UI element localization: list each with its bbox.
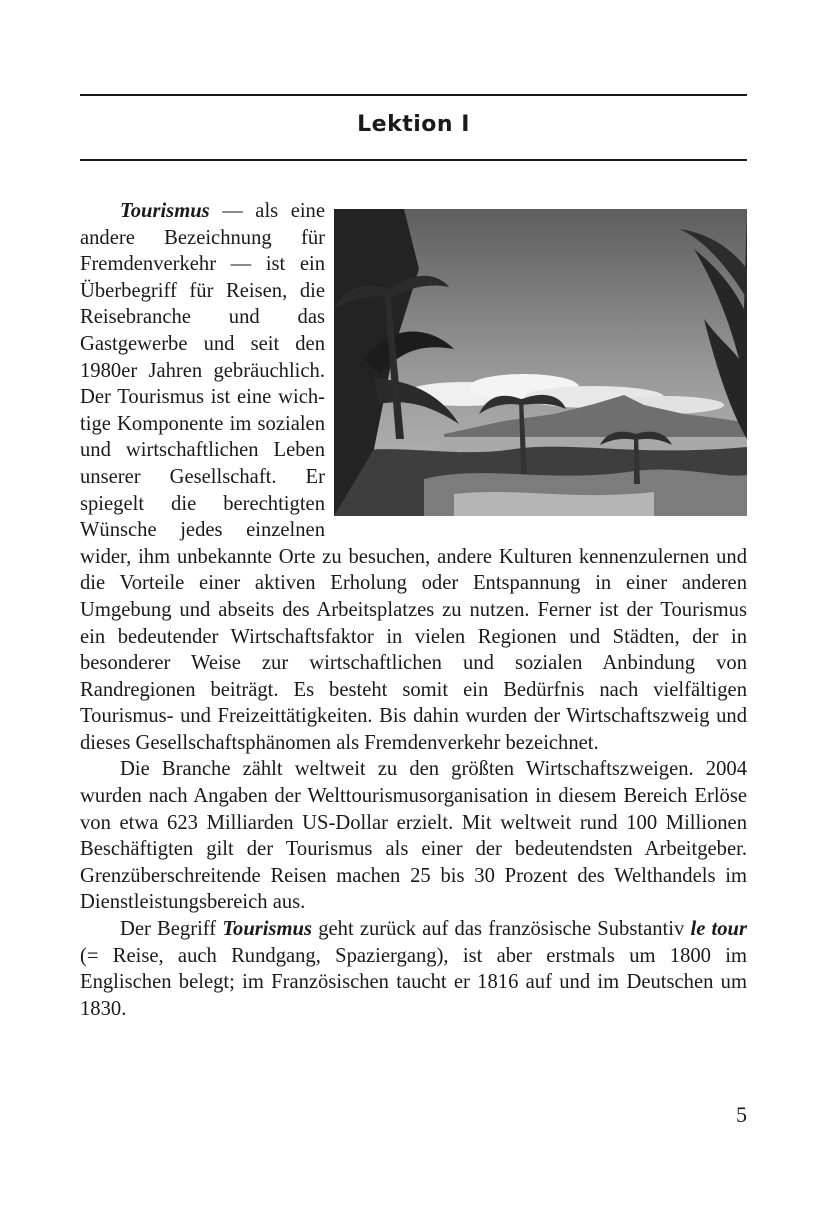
term-tourismus-2: Tourismus (222, 918, 313, 941)
body-text (80, 198, 747, 1022)
paragraph-3-part-c: (= Reise, auch Rundgang, Spaziergang), ist aber erstmals um 1800 im Englischen belegt; im Französischen taucht er 1816 auf und im Deutschen um 1830. (80, 944, 747, 1020)
page-title: Lektion I (357, 112, 470, 137)
term-tourismus: Tourismus (120, 200, 210, 222)
figure-spacer (325, 198, 747, 541)
header-rule-bottom (80, 159, 747, 161)
paragraph-3-part-a: Der Begriff (120, 918, 223, 941)
header-rule-top (80, 94, 747, 96)
page-number: 5 (736, 1102, 747, 1127)
paragraph-3-part-b: geht zurück auf das französische Substantiv (312, 918, 691, 941)
paragraph-1-text: — als eine andere Bezeichnung für Fremdenverkehr — ist ein Überbegriff für Reisen, die Reisebranche und das Gastgewerbe und seit den 1980er Jahren gebräuchlich. Der Tourismus ist eine wichtige Komponente im sozialen und wirtschaftlichen Leben unserer Gesellschaft. Er spiegelt die berechtigten Wünsche jedes einzelnen wider, ihm unbekannte Orte zu besuchen, andere Kulturen kennenzulernen und die Vorteile einer aktiven Erholung oder Entspannung in einer anderen Umgebung und abseits des Arbeitsplatzes zu nutzen. Ferner ist der Tourismus ein bedeutender Wirtschaftsfaktor in vielen Regionen und Städten, der in besonderer Weise zur wirtschaftlichen und sozialen Anbindung von Randregionen beiträgt. Es besteht somit ein Bedürfnis nach vielfältigen Tourismus- und Freizeittätigkeiten. Bis dahin wurden der Wirtschaftszweig und dieses Gesellschaftsphänomen als Fremdenverkehr bezeichnet. (80, 200, 747, 754)
paragraph-3 (80, 916, 747, 1022)
paragraph-2: Die Branche zählt weltweit zu den größten Wirtschaftszweigen. 2004 wurden nach Angaben der Welttourismusorganisation in diesem Bereich Erlöse von etwa 623 Milliarden US-Dollar erzielt. Mit weltweit rund 100 Millionen Beschäftigten gilt der Tourismus als einer der bedeutendsten Arbeitgeber. Grenzüberschreitende Reisen machen 25 bis 30 Prozent des Welthandels im Dienstleistungsbereich aus. (80, 758, 747, 914)
term-le-tour: le tour (690, 918, 748, 941)
